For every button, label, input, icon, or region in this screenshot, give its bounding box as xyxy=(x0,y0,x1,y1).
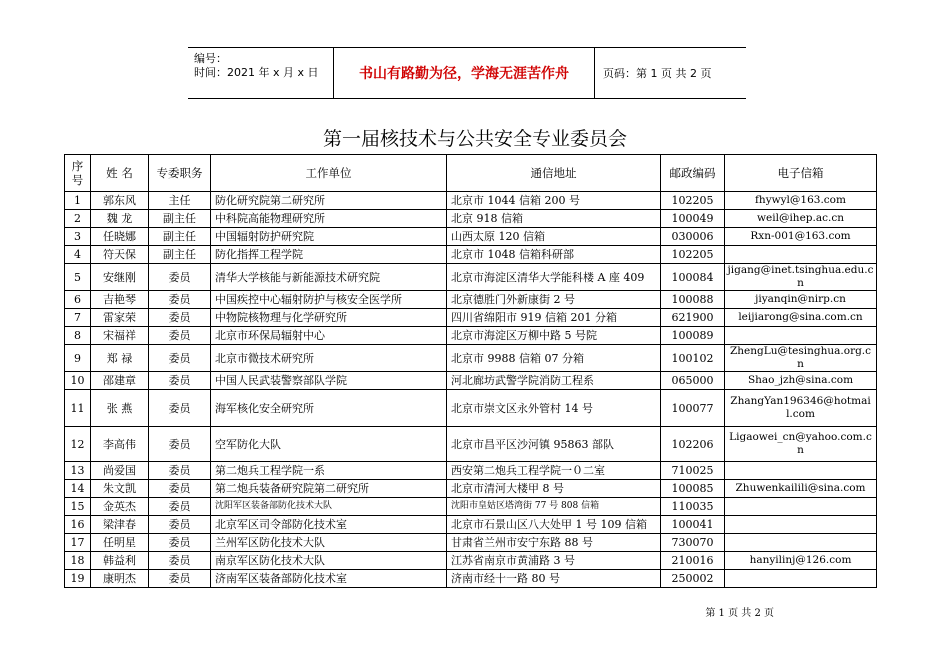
cell-unit: 中国疾控中心辐射防护与核安全医学所 xyxy=(211,291,447,309)
header-page-info: 页码：第 1 页 共 2 页 xyxy=(603,67,712,80)
cell-address: 甘肃省兰州市安宁东路 88 号 xyxy=(447,534,661,552)
cell-postcode: 100102 xyxy=(661,345,725,372)
cell-role: 副主任 xyxy=(149,210,211,228)
cell-unit: 第二炮兵装备研究院第二研究所 xyxy=(211,480,447,498)
cell-role: 主任 xyxy=(149,192,211,210)
col-header-role: 专委职务 xyxy=(149,155,211,192)
table-row xyxy=(65,327,877,345)
cell-email: ZhangYan196346@hotmail.com xyxy=(725,390,877,427)
cell-name: 梁津春 xyxy=(91,516,149,534)
table-body xyxy=(65,192,877,588)
cell-postcode: 100077 xyxy=(661,390,725,427)
cell-postcode: 100085 xyxy=(661,480,725,498)
cell-postcode: 100041 xyxy=(661,516,725,534)
cell-unit: 北京军区司令部防化技术室 xyxy=(211,516,447,534)
cell-index: 6 xyxy=(65,291,91,309)
cell-unit: 沈阳军区装备部防化技术大队 xyxy=(211,498,447,516)
cell-address: 江苏省南京市黄浦路 3 号 xyxy=(447,552,661,570)
cell-name: 郭东风 xyxy=(91,192,149,210)
cell-email: fhywyl@163.com xyxy=(725,192,877,210)
table-row xyxy=(65,291,877,309)
cell-index: 4 xyxy=(65,246,91,264)
cell-email xyxy=(725,327,877,345)
table-row xyxy=(65,570,877,588)
cell-postcode: 065000 xyxy=(661,372,725,390)
cell-address: 沈阳市皇姑区塔湾街 77 号 808 信箱 xyxy=(447,498,661,516)
cell-role: 委员 xyxy=(149,309,211,327)
cell-email: Shao_jzh@sina.com xyxy=(725,372,877,390)
table-row xyxy=(65,498,877,516)
cell-email: hanyilinj@126.com xyxy=(725,552,877,570)
cell-role: 委员 xyxy=(149,327,211,345)
cell-unit: 中物院核物理与化学研究所 xyxy=(211,309,447,327)
table-row xyxy=(65,390,877,427)
cell-email: ZhengLu@tesinghua.org.cn xyxy=(725,345,877,372)
document-title: 第一届核技术与公共安全专业委员会 xyxy=(322,128,627,150)
cell-index: 11 xyxy=(65,390,91,427)
cell-name: 吉艳琴 xyxy=(91,291,149,309)
cell-name: 安继刚 xyxy=(91,264,149,291)
cell-postcode: 030006 xyxy=(661,228,725,246)
cell-name: 邵建章 xyxy=(91,372,149,390)
cell-address: 河北廊坊武警学院消防工程系 xyxy=(447,372,661,390)
cell-name: 张 燕 xyxy=(91,390,149,427)
cell-postcode: 102205 xyxy=(661,246,725,264)
cell-index: 8 xyxy=(65,327,91,345)
cell-email: weil@ihep.ac.cn xyxy=(725,210,877,228)
cell-unit: 海军核化安全研究所 xyxy=(211,390,447,427)
cell-postcode: 100084 xyxy=(661,264,725,291)
cell-role: 委员 xyxy=(149,552,211,570)
cell-email: jiyanqin@nirp.cn xyxy=(725,291,877,309)
cell-unit: 清华大学核能与新能源技术研究院 xyxy=(211,264,447,291)
cell-name: 韩益利 xyxy=(91,552,149,570)
cell-unit: 防化指挥工程学院 xyxy=(211,246,447,264)
cell-postcode: 210016 xyxy=(661,552,725,570)
cell-index: 15 xyxy=(65,498,91,516)
table-row xyxy=(65,552,877,570)
table-row xyxy=(65,192,877,210)
cell-index: 2 xyxy=(65,210,91,228)
col-header-email: 电子信箱 xyxy=(725,155,877,192)
table-row xyxy=(65,309,877,327)
cell-email xyxy=(725,516,877,534)
cell-index: 1 xyxy=(65,192,91,210)
cell-unit: 北京市微技术研究所 xyxy=(211,345,447,372)
cell-role: 委员 xyxy=(149,291,211,309)
cell-name: 任晓娜 xyxy=(91,228,149,246)
table-row xyxy=(65,462,877,480)
cell-address: 北京市 1048 信箱科研部 xyxy=(447,246,661,264)
col-header-address: 通信地址 xyxy=(447,155,661,192)
cell-postcode: 102206 xyxy=(661,427,725,462)
col-header-index: 序号 xyxy=(65,155,91,192)
cell-unit: 中科院高能物理研究所 xyxy=(211,210,447,228)
cell-role: 委员 xyxy=(149,570,211,588)
cell-unit: 北京市环保局辐射中心 xyxy=(211,327,447,345)
col-header-postcode: 邮政编码 xyxy=(661,155,725,192)
page-header xyxy=(188,47,746,99)
table-row xyxy=(65,372,877,390)
cell-address: 北京市海淀区万柳中路 5 号院 xyxy=(447,327,661,345)
cell-name: 任明星 xyxy=(91,534,149,552)
cell-address: 北京市 9988 信箱 07 分箱 xyxy=(447,345,661,372)
cell-postcode: 621900 xyxy=(661,309,725,327)
table-row xyxy=(65,480,877,498)
cell-role: 委员 xyxy=(149,390,211,427)
cell-role: 委员 xyxy=(149,345,211,372)
cell-role: 委员 xyxy=(149,516,211,534)
table-row xyxy=(65,345,877,372)
cell-postcode: 102205 xyxy=(661,192,725,210)
cell-role: 委员 xyxy=(149,462,211,480)
cell-address: 北京市海淀区清华大学能科楼 A 座 409 xyxy=(447,264,661,291)
cell-role: 委员 xyxy=(149,480,211,498)
cell-address: 四川省绵阳市 919 信箱 201 分箱 xyxy=(447,309,661,327)
cell-email: Ligaowei_cn@yahoo.com.cn xyxy=(725,427,877,462)
cell-unit: 济南军区装备部防化技术室 xyxy=(211,570,447,588)
cell-postcode: 100088 xyxy=(661,291,725,309)
table-row xyxy=(65,228,877,246)
cell-role: 委员 xyxy=(149,534,211,552)
cell-address: 北京市昌平区沙河镇 95863 部队 xyxy=(447,427,661,462)
table-row xyxy=(65,210,877,228)
cell-name: 康明杰 xyxy=(91,570,149,588)
cell-name: 尚爱国 xyxy=(91,462,149,480)
cell-postcode: 250002 xyxy=(661,570,725,588)
cell-name: 雷家荣 xyxy=(91,309,149,327)
cell-role: 委员 xyxy=(149,427,211,462)
cell-address: 北京市石景山区八大处甲 1 号 109 信箱 xyxy=(447,516,661,534)
cell-index: 14 xyxy=(65,480,91,498)
cell-address: 北京德胜门外新康街 2 号 xyxy=(447,291,661,309)
cell-unit: 空军防化大队 xyxy=(211,427,447,462)
table-header-row xyxy=(65,155,877,192)
table-row xyxy=(65,264,877,291)
cell-address: 山西太原 120 信箱 xyxy=(447,228,661,246)
cell-address: 北京 918 信箱 xyxy=(447,210,661,228)
cell-name: 朱文凯 xyxy=(91,480,149,498)
cell-name: 符天保 xyxy=(91,246,149,264)
cell-role: 委员 xyxy=(149,372,211,390)
cell-index: 13 xyxy=(65,462,91,480)
cell-address: 北京市 1044 信箱 200 号 xyxy=(447,192,661,210)
cell-name: 魏 龙 xyxy=(91,210,149,228)
table-row xyxy=(65,516,877,534)
cell-index: 10 xyxy=(65,372,91,390)
cell-name: 郑 禄 xyxy=(91,345,149,372)
cell-email: jigang@inet.tsinghua.edu.cn xyxy=(725,264,877,291)
cell-index: 7 xyxy=(65,309,91,327)
cell-email: Zhuwenkailili@sina.com xyxy=(725,480,877,498)
header-number: 编号： xyxy=(194,52,227,65)
cell-postcode: 100049 xyxy=(661,210,725,228)
table-row xyxy=(65,246,877,264)
col-header-unit: 工作单位 xyxy=(211,155,447,192)
cell-index: 17 xyxy=(65,534,91,552)
cell-unit: 南京军区防化技术大队 xyxy=(211,552,447,570)
cell-unit: 防化研究院第二研究所 xyxy=(211,192,447,210)
header-slogan: 书山有路勤为径，学海无涯苦作舟 xyxy=(334,48,595,98)
col-header-name: 姓 名 xyxy=(91,155,149,192)
cell-email xyxy=(725,570,877,588)
cell-role: 副主任 xyxy=(149,246,211,264)
header-time: 时间：2021 年 x 月 x 日 xyxy=(194,66,319,79)
cell-unit: 兰州军区防化技术大队 xyxy=(211,534,447,552)
cell-index: 12 xyxy=(65,427,91,462)
cell-email xyxy=(725,498,877,516)
cell-postcode: 710025 xyxy=(661,462,725,480)
cell-role: 委员 xyxy=(149,264,211,291)
member-table xyxy=(64,154,877,588)
cell-address: 西安第二炮兵工程学院一０二室 xyxy=(447,462,661,480)
cell-index: 19 xyxy=(65,570,91,588)
cell-email xyxy=(725,462,877,480)
cell-name: 李高伟 xyxy=(91,427,149,462)
cell-postcode: 110035 xyxy=(661,498,725,516)
cell-email: leijiarong@sina.com.cn xyxy=(725,309,877,327)
cell-index: 3 xyxy=(65,228,91,246)
cell-email xyxy=(725,534,877,552)
cell-address: 济南市经十一路 80 号 xyxy=(447,570,661,588)
cell-address: 北京市清河大楼甲 8 号 xyxy=(447,480,661,498)
cell-index: 5 xyxy=(65,264,91,291)
header-meta xyxy=(188,48,334,98)
cell-postcode: 730070 xyxy=(661,534,725,552)
cell-email xyxy=(725,246,877,264)
cell-index: 18 xyxy=(65,552,91,570)
cell-address: 北京市崇文区永外管村 14 号 xyxy=(447,390,661,427)
cell-unit: 第二炮兵工程学院一系 xyxy=(211,462,447,480)
cell-role: 副主任 xyxy=(149,228,211,246)
cell-unit: 中国辐射防护研究院 xyxy=(211,228,447,246)
cell-postcode: 100089 xyxy=(661,327,725,345)
page-footer: 第 1 页 共 2 页 xyxy=(705,608,774,619)
cell-name: 金英杰 xyxy=(91,498,149,516)
cell-index: 16 xyxy=(65,516,91,534)
cell-unit: 中国人民武装警察部队学院 xyxy=(211,372,447,390)
cell-role: 委员 xyxy=(149,498,211,516)
cell-index: 9 xyxy=(65,345,91,372)
cell-name: 宋福祥 xyxy=(91,327,149,345)
cell-email: Rxn-001@163.com xyxy=(725,228,877,246)
table-row xyxy=(65,427,877,462)
table-row xyxy=(65,534,877,552)
